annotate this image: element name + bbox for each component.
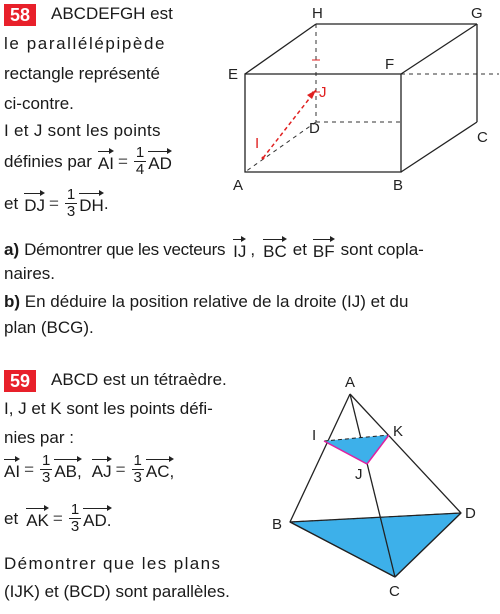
fraction-denominator: 3: [70, 518, 80, 535]
question-b-label: b): [4, 292, 21, 311]
label-F: F: [385, 56, 395, 73]
ex58-text-line4: ci-contre.: [4, 94, 74, 113]
vector-DJ: DJ: [24, 191, 45, 216]
vector-AI: AI: [98, 149, 114, 174]
vector-BF: BF: [313, 237, 335, 262]
fraction-1-3: [65, 187, 77, 220]
ex59-formula-AI-AJ: [4, 453, 174, 486]
ex58-text-line2: le parallélépipède: [4, 34, 167, 53]
parallelepiped-figure: [215, 0, 500, 200]
and-word: et: [292, 239, 307, 259]
label-A: A: [233, 177, 244, 194]
label-D: D: [309, 120, 320, 137]
label-C: C: [389, 583, 400, 600]
fraction-1-4: [134, 145, 146, 178]
arrowhead: [307, 90, 316, 99]
fraction-numerator: 1: [135, 144, 145, 161]
label-B: B: [272, 516, 283, 533]
fraction-1-3: [69, 502, 81, 535]
ex58-text-line1: ABCDEFGH est: [51, 4, 173, 23]
ex59-formula-AK: [4, 502, 112, 535]
ex58-text-line5: I et J sont les points: [4, 121, 161, 140]
question-b-text2: plan (BCG).: [4, 318, 94, 337]
question-a-text2: sont copla-: [340, 239, 424, 259]
ex58-text-line3: rectangle représenté: [4, 64, 160, 83]
exercise-number-58: 58: [4, 4, 36, 26]
point-I: [262, 157, 265, 160]
label-D: D: [465, 505, 476, 522]
fraction-denominator: 4: [135, 161, 145, 178]
label-C: C: [477, 129, 488, 146]
ex59-text-line1: ABCD est un tétraèdre.: [51, 370, 227, 389]
fraction-numerator: 1: [66, 186, 76, 203]
edge-AB: [290, 394, 350, 522]
equals-sign: =: [115, 459, 126, 479]
ex59-text-line3: nies par :: [4, 428, 74, 447]
vector-AI: AI: [4, 457, 20, 482]
label-J: J: [319, 84, 327, 101]
vector-IJ: IJ: [233, 237, 246, 262]
ex58-question-b: [4, 292, 408, 312]
fraction-denominator: 3: [133, 469, 142, 486]
fraction-numerator: 1: [70, 501, 80, 518]
ex58-line7-suffix: .: [103, 193, 109, 213]
label-J: J: [355, 466, 363, 483]
ex58-formula-AI: [4, 145, 172, 178]
question-b-text: En déduire la position relative de la droite (IJ) et du: [24, 292, 409, 311]
small-triangle-IJK: [324, 435, 389, 464]
label-B: B: [393, 177, 404, 194]
edge-GF: [401, 24, 477, 74]
tetrahedron-figure: [265, 372, 500, 614]
label-G: G: [471, 5, 483, 22]
ex58-line6-prefix: définies par: [4, 151, 92, 171]
ex59-text-line2: I, J et K sont les points défi-: [4, 399, 213, 418]
question-a-text3: naires.: [4, 264, 56, 283]
question-a-text: Démontrer que les vecteurs: [24, 239, 226, 259]
ex58-line7-prefix: et: [4, 193, 19, 213]
fraction-denominator: 3: [66, 203, 76, 220]
vector-AD: AD.: [83, 506, 111, 531]
label-A: A: [345, 374, 356, 391]
fraction-1-3: [132, 453, 144, 486]
equals-sign: =: [117, 151, 128, 171]
edge-CB: [401, 122, 477, 172]
label-K: K: [393, 423, 404, 440]
label-H: H: [312, 5, 323, 22]
ex59-text-line6: Démontrer que les plans: [4, 554, 222, 573]
vector-DH: DH: [79, 191, 104, 216]
fraction-numerator: 1: [42, 452, 51, 469]
label-E: E: [228, 66, 239, 83]
equals-sign: =: [52, 508, 63, 528]
label-I: I: [312, 427, 317, 444]
fraction-numerator: 1: [133, 452, 142, 469]
question-a-label: a): [4, 239, 20, 259]
ex58-formula-DJ: [4, 187, 109, 220]
fraction-1-3: [40, 453, 52, 486]
equals-sign: =: [48, 193, 59, 213]
vector-AC: AC,: [146, 457, 174, 482]
vector-AD: AD: [148, 149, 172, 174]
edge-EH: [245, 24, 316, 74]
ex58-question-a: a) Démontrer que les vecteurs IJ , BC et BF sont copla-: [4, 237, 498, 262]
vector-AJ: AJ: [92, 457, 112, 482]
equals-sign: =: [24, 459, 34, 479]
label-I: I: [255, 135, 260, 152]
fraction-denominator: 3: [42, 469, 51, 486]
vector-AB: AB,: [54, 457, 81, 482]
vector-AK: AK: [26, 506, 49, 531]
et-word: et: [4, 508, 19, 528]
exercise-number-59: 59: [4, 370, 36, 392]
vector-BC: BC: [263, 237, 287, 262]
ex59-text-line7: (IJK) et (BCD) sont parallèles.: [4, 582, 230, 601]
